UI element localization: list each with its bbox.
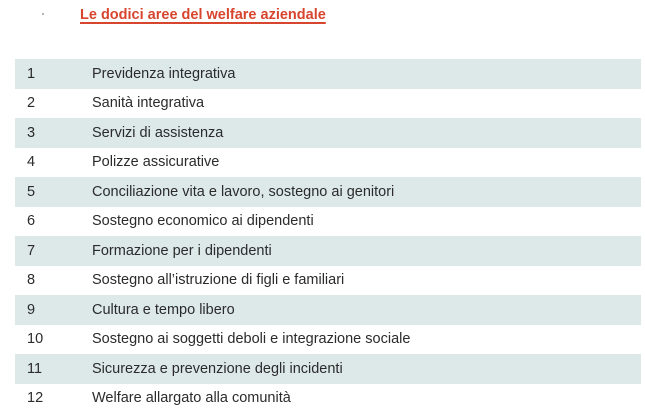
- row-label: Previdenza integrativa: [92, 66, 641, 82]
- table-row: [15, 295, 641, 325]
- row-label: Polizze assicurative: [92, 154, 641, 170]
- table-row: [15, 148, 641, 178]
- row-label: Sicurezza e prevenzione degli incidenti: [92, 361, 641, 377]
- table-row: [15, 236, 641, 266]
- row-number: 2: [15, 95, 92, 111]
- row-number: 3: [15, 125, 92, 141]
- row-label: Cultura e tempo libero: [92, 302, 641, 318]
- row-label: Sostegno ai soggetti deboli e integrazione sociale: [92, 331, 641, 347]
- row-label: Sostegno economico ai dipendenti: [92, 213, 641, 229]
- decorative-dot: [42, 13, 44, 15]
- row-label: Welfare allargato alla comunità: [92, 390, 641, 406]
- table-row: [15, 118, 641, 148]
- table-row: [15, 59, 641, 89]
- row-number: 8: [15, 272, 92, 288]
- row-number: 10: [15, 331, 92, 347]
- row-label: Sostegno all’istruzione di figli e familiari: [92, 272, 641, 288]
- table-row: [15, 177, 641, 207]
- row-number: 12: [15, 390, 92, 406]
- table-row: [15, 354, 641, 384]
- row-number: 4: [15, 154, 92, 170]
- table-row: [15, 384, 641, 413]
- row-label: Formazione per i dipendenti: [92, 243, 641, 259]
- row-label: Servizi di assistenza: [92, 125, 641, 141]
- row-number: 9: [15, 302, 92, 318]
- row-label: Sanità integrativa: [92, 95, 641, 111]
- row-number: 11: [15, 361, 92, 377]
- row-number: 5: [15, 184, 92, 200]
- table-row: [15, 325, 641, 355]
- table-row: [15, 207, 641, 237]
- row-number: 6: [15, 213, 92, 229]
- welfare-areas-table: [15, 59, 641, 413]
- table-row: [15, 266, 641, 296]
- row-label: Conciliazione vita e lavoro, sostegno ai genitori: [92, 184, 641, 200]
- row-number: 1: [15, 66, 92, 82]
- row-number: 7: [15, 243, 92, 259]
- table-row: [15, 89, 641, 119]
- page-title: Le dodici aree del welfare aziendale: [80, 7, 326, 23]
